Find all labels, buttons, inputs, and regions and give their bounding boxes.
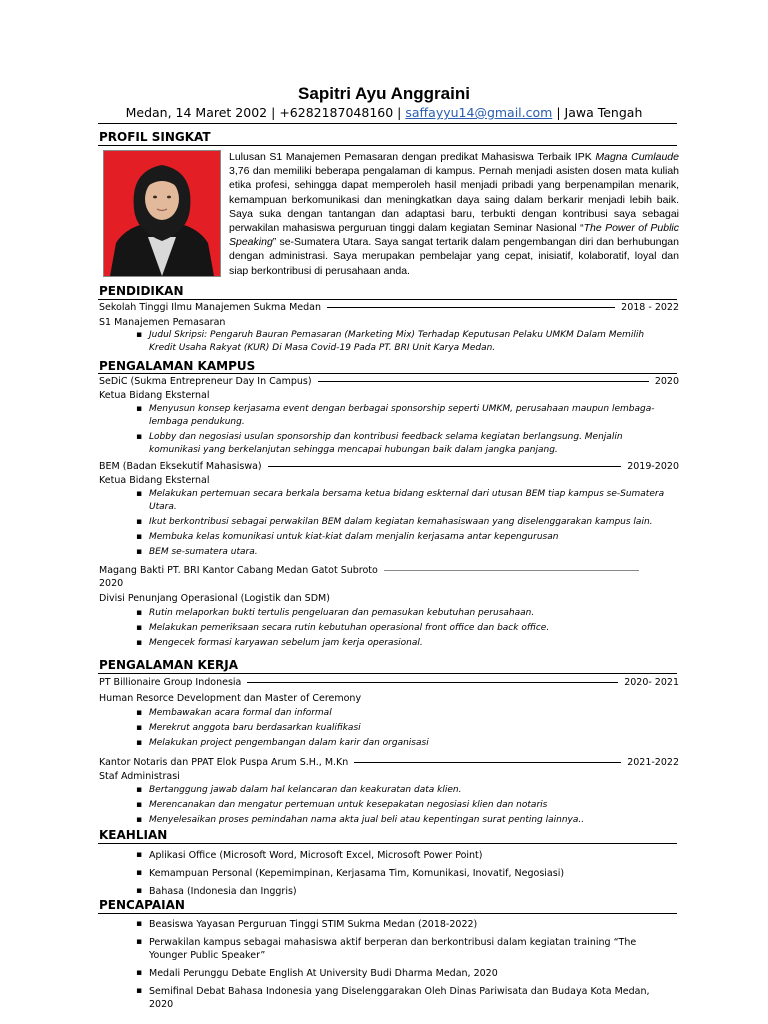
list-item: ▪ Rutin melaporkan bukti tertulis pengeluaran dan pemasukan kebutuhan perusahaan. bbox=[136, 607, 666, 620]
list-item: ▪ Menyusun konsep kerjasama event dengan berbagai sponsorship seperti UMKM, perusahaan maupun lembaga-lembaga pendukung. bbox=[136, 403, 672, 429]
thesis-item: ▪ Judul Skripsi: Pengaruh Bauran Pemasaran (Marketing Mix) Terhadap Keputusan Pelaku UMKM Dalam Memilih Kredit Usaha Rakyat (KUR) Di Masa Covid-19 Pada PT. BRI Unit Karya Medan. bbox=[136, 329, 656, 355]
profile-text-part: ” se-Sumatera Utara. Saya sangat tertarik dalam pengembangan diri dan berhubungan dengan administrasi. Saya merupakan pembelajar yang cepat, inisiatif, kolaboratif, loyal dan siap berkontribusi di perusahaan anda. bbox=[229, 236, 679, 277]
profile-text-italic: Magna Cumlaude bbox=[595, 151, 679, 163]
phone-number: +6282187048160 bbox=[279, 105, 394, 120]
email-link[interactable]: saffayyu14@gmail.com bbox=[405, 105, 553, 120]
list-item: ▪ Kemampuan Personal (Kepemimpinan, Kerjasama Tim, Komunikasi, Inovatif, Negosiasi) bbox=[136, 867, 666, 880]
org-role: Ketua Bidang Eksternal bbox=[99, 475, 210, 486]
campus-entry-bem bbox=[99, 461, 679, 472]
job-period: 2020- 2021 bbox=[624, 677, 679, 688]
portrait-illustration bbox=[104, 151, 220, 276]
section-title-profile: PROFIL SINGKAT bbox=[99, 130, 211, 144]
list-item: ▪ Perwakilan kampus sebagai mahasiswa aktif berperan dan berkontribusi dalam kegiatan training “The Younger Public Speaker” bbox=[136, 936, 666, 962]
bem-bullets bbox=[136, 488, 666, 561]
list-item: ▪ Melakukan pemeriksaan secara rutin kebutuhan operasional front office dan back office. bbox=[136, 622, 666, 635]
profile-text-part: Lulusan S1 Manajemen Pemasaran dengan predikat Mahasiswa Terbaik IPK bbox=[229, 151, 596, 163]
job2-bullets bbox=[136, 784, 666, 829]
section-rule bbox=[98, 843, 677, 844]
sedic-bullets bbox=[136, 403, 672, 459]
list-item: ▪ Bahasa (Indonesia dan Inggris) bbox=[136, 885, 666, 898]
education-entry bbox=[99, 302, 679, 313]
section-rule bbox=[98, 145, 677, 146]
list-item: ▪ Semifinal Debat Bahasa Indonesia yang Diselenggarakan Oleh Dinas Pariwisata dan Budaya Kota Medan, 2020 bbox=[136, 985, 666, 1011]
header-rule bbox=[98, 123, 677, 124]
profile-summary bbox=[229, 150, 679, 278]
list-item: ▪ Membawakan acara formal dan informal bbox=[136, 707, 666, 720]
work-entry-billionaire bbox=[99, 677, 679, 688]
education-major: S1 Manajemen Pemasaran bbox=[99, 317, 226, 328]
leader-line bbox=[247, 682, 618, 683]
leader-line bbox=[327, 307, 615, 308]
list-item: ▪ Ikut berkontribusi sebagai perwakilan BEM dalam kegiatan kemahasiswaan yang diselenggarakan kampus lain. bbox=[136, 516, 666, 529]
profile-text-part: 3,76 dan memiliki beberapa pengalaman di kampus. Pernah menjadi asisten dosen mata kuliah etika profesi, sehingga dapat memperoleh hasil menjadi pribadi yang berpenampilan menarik, kemampuan berkomunikasi dan meningkatkan daya saing dalam berkarir menjadi lebih baik. Saya suka dengan tantangan dan adaptasi baru, terbukti dengan kontribusi saya sebagai perwakilan mahasiswa perguruan tinggi dalam kegiatan Seminar Nasional “ bbox=[229, 165, 679, 235]
list-item: ▪ Menyelesaikan proses pemindahan nama akta jual beli atau kepentingan surat penting lainnya.. bbox=[136, 814, 666, 827]
org-period: 2019-2020 bbox=[627, 461, 679, 472]
section-title-education: PENDIDIKAN bbox=[99, 284, 184, 298]
org-name: Magang Bakti PT. BRI Kantor Cabang Medan Gatot Subroto bbox=[99, 565, 378, 576]
achievements-list bbox=[136, 918, 666, 1016]
job-period: 2021-2022 bbox=[627, 757, 679, 768]
profile-text-italic: The Power of Public Speaking bbox=[229, 222, 679, 249]
section-rule bbox=[98, 373, 677, 374]
location: Jawa Tengah bbox=[564, 105, 643, 120]
section-rule bbox=[98, 673, 677, 674]
org-period: 2020 bbox=[654, 376, 679, 387]
section-rule bbox=[98, 299, 677, 300]
org-role: Divisi Penunjang Operasional (Logistik dan SDM) bbox=[99, 593, 330, 604]
contact-line bbox=[0, 105, 768, 120]
leader-line bbox=[354, 762, 621, 763]
separator: | bbox=[556, 105, 561, 120]
birth-info: Medan, 14 Maret 2002 bbox=[125, 105, 268, 120]
org-name: SeDiC (Sukma Entrepreneur Day In Campus) bbox=[99, 376, 312, 387]
org-role: Ketua Bidang Eksternal bbox=[99, 390, 210, 401]
org-period: 2020 bbox=[99, 578, 124, 589]
leader-line bbox=[318, 381, 649, 382]
job-role: Staf Administrasi bbox=[99, 771, 180, 782]
separator: | bbox=[271, 105, 276, 120]
campus-entry-magang bbox=[99, 565, 645, 576]
section-rule bbox=[98, 913, 677, 914]
full-name: Sapitri Ayu Anggraini bbox=[298, 84, 470, 103]
section-title-campus: PENGALAMAN KAMPUS bbox=[99, 359, 256, 373]
leader-line bbox=[268, 466, 622, 467]
list-item: ▪ Membuka kelas komunikasi untuk kiat-kiat dalam menjalin kerjasama antar kepengurusan bbox=[136, 531, 666, 544]
company-name: PT Billionaire Group Indonesia bbox=[99, 677, 242, 688]
company-name: Kantor Notaris dan PPAT Elok Puspa Arum S.H., M.Kn bbox=[99, 757, 349, 768]
job-role: Human Resorce Development dan Master of Ceremony bbox=[99, 693, 362, 704]
education-period: 2018 - 2022 bbox=[621, 302, 679, 313]
list-item: ▪ Aplikasi Office (Microsoft Word, Microsoft Excel, Microsoft Power Point) bbox=[136, 849, 666, 862]
section-title-skills: KEAHLIAN bbox=[99, 828, 168, 842]
profile-photo bbox=[103, 150, 221, 277]
magang-bullets bbox=[136, 607, 666, 652]
list-item: ▪ Merekrut anggota baru berdasarkan kualifikasi bbox=[136, 722, 666, 735]
list-item: ▪ Melakukan pertemuan secara berkala bersama ketua bidang eskternal dari utusan BEM tiap kampus se-Sumatera Utara. bbox=[136, 488, 666, 514]
work-entry-notaris bbox=[99, 757, 679, 768]
section-title-achievements: PENCAPAIAN bbox=[99, 898, 185, 912]
list-item: ▪ Beasiswa Yayasan Perguruan Tinggi STIM Sukma Medan (2018-2022) bbox=[136, 918, 666, 931]
campus-entry-sedic bbox=[99, 376, 679, 387]
list-item: ▪ BEM se-sumatera utara. bbox=[136, 546, 666, 559]
section-title-work: PENGALAMAN KERJA bbox=[99, 658, 239, 672]
job1-bullets bbox=[136, 707, 666, 752]
list-item: ▪ Merencanakan dan mengatur pertemuan untuk kesepakatan negosiasi klien dan notaris bbox=[136, 799, 666, 812]
list-item: ▪ Lobby dan negosiasi usulan sponsorship dan kontribusi feedback selama kegiatan berlangsung. Menjalin komunikasi yang berkelanjutan sehingga mencapai hubungan baik dalam jangka panjang. bbox=[136, 431, 672, 457]
list-item: ▪ Bertanggung jawab dalam hal kelancaran dan keakuratan data klien. bbox=[136, 784, 666, 797]
list-item: ▪ Melakukan project pengembangan dalam karir dan organisasi bbox=[136, 737, 666, 750]
school-name: Sekolah Tinggi Ilmu Manajemen Sukma Medan bbox=[99, 302, 322, 313]
separator: | bbox=[397, 105, 402, 120]
skills-list bbox=[136, 849, 666, 903]
list-item: ▪ Mengecek formasi karyawan sebelum jam kerja operasional. bbox=[136, 637, 666, 650]
list-item: ▪ Medali Perunggu Debate English At University Budi Dharma Medan, 2020 bbox=[136, 967, 666, 980]
leader-line bbox=[384, 570, 639, 571]
org-name: BEM (Badan Eksekutif Mahasiswa) bbox=[99, 461, 262, 472]
education-bullets bbox=[136, 329, 656, 357]
